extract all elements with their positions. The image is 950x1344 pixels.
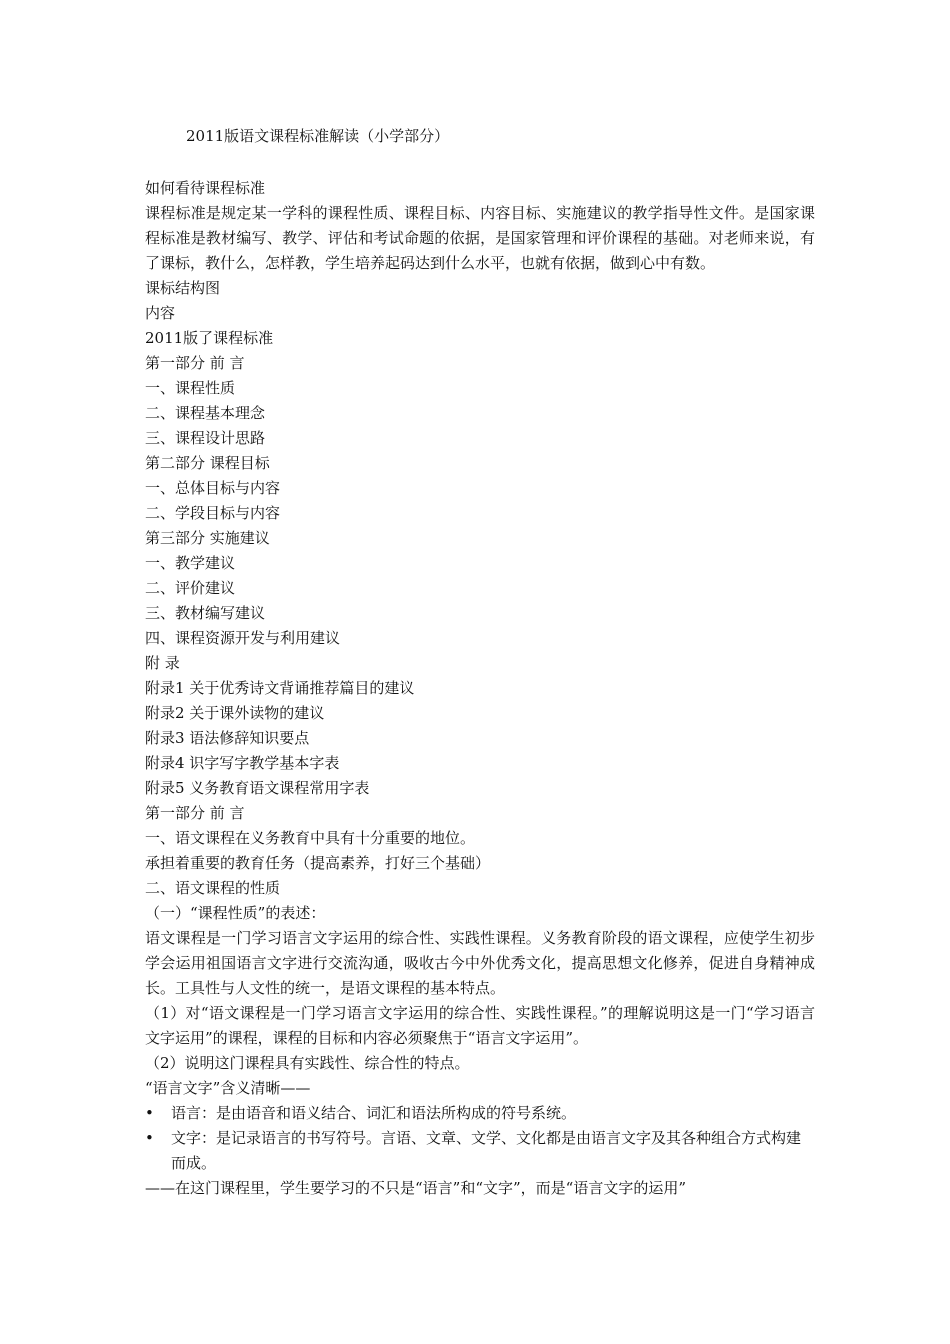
bullet-text: 语言：是由语音和语义结合、词汇和语法所构成的符号系统。 <box>171 1104 577 1122</box>
bullet-icon: • <box>145 1104 154 1122</box>
part1-point1-detail: 承担着重要的教育任务（提高素养，打好三个基础） <box>145 854 491 872</box>
part1-point2: 二、语文课程的性质 <box>145 879 281 897</box>
document-body <box>145 176 815 1201</box>
intro-paragraph: 课程标准是规定某一学科的课程性质、课程目标、内容目标、实施建议的教学指导性文件。是国家课程标准是教材编写、教学、评估和考试命题的依据，是国家管理和评价课程的基础。对老师来说，有了课标，教什么，怎样教，学生培养起码达到什么水平，也就有依据，做到心中有数。 <box>145 204 815 272</box>
bullet-icon: • <box>145 1129 154 1147</box>
toc-item: 三、教材编写建议 <box>145 604 266 622</box>
toc-item: 第三部分 实施建议 <box>145 529 270 547</box>
course-definition: 语文课程是一门学习语言文字运用的综合性、实践性课程。义务教育阶段的语文课程，应使学生初步学会运用祖国语言文字进行交流沟通，吸收古今中外优秀文化，提高思想文化修养，促进自身精神成长。工具性与人文性的统一，是语文课程的基本特点。 <box>145 929 815 997</box>
toc-item: 附录2 关于课外读物的建议 <box>145 704 325 722</box>
intro-heading: 如何看待课程标准 <box>145 179 266 197</box>
note-2: （2）说明这门课程具有实践性、综合性的特点。 <box>145 1054 470 1072</box>
table-of-contents <box>145 351 815 801</box>
toc-item: 一、课程性质 <box>145 379 236 397</box>
bullet-item-writing <box>145 1126 815 1176</box>
toc-item: 二、学段目标与内容 <box>145 504 281 522</box>
toc-item: 二、评价建议 <box>145 579 236 597</box>
part1-point1: 一、语文课程在义务教育中具有十分重要的地位。 <box>145 829 476 847</box>
toc-item: 一、教学建议 <box>145 554 236 572</box>
toc-item: 附录1 关于优秀诗文背诵推荐篇目的建议 <box>145 679 415 697</box>
conclusion-line: ——在这门课程里，学生要学习的不只是“语言”和“文字”，而是“语言文字的运用” <box>145 1179 687 1197</box>
content-label: 内容 <box>145 304 176 322</box>
bullet-text: 文字：是记录语言的书写符号。言语、文章、文学、文化都是由语言文字及其各种组合方式构建而成。 <box>171 1129 802 1172</box>
toc-item: 三、课程设计思路 <box>145 429 266 447</box>
toc-item: 附录5 义务教育语文课程常用字表 <box>145 779 370 797</box>
toc-item: 第一部分 前 言 <box>145 354 245 372</box>
structure-heading: 课标结构图 <box>145 279 221 297</box>
toc-item: 第二部分 课程目标 <box>145 454 270 472</box>
note-1: （1）对“语文课程是一门学习语言文字运用的综合性、实践性课程。”的理解说明这是一门“学习语言文字运用”的课程，课程的目标和内容必须聚焦于“语言文字运用”。 <box>145 1004 815 1047</box>
toc-item: 附录4 识字写字教学基本字表 <box>145 754 340 772</box>
toc-item: 二、课程基本理念 <box>145 404 266 422</box>
meaning-heading: “语言文字”含义清晰—— <box>145 1079 311 1097</box>
part1-sub1: （一）“课程性质”的表述： <box>145 904 326 922</box>
toc-item: 附 录 <box>145 654 180 672</box>
part1-heading: 第一部分 前 言 <box>145 804 245 822</box>
edition-label: 2011版了课程标准 <box>145 329 274 347</box>
toc-item: 四、课程资源开发与利用建议 <box>145 629 341 647</box>
toc-item: 一、总体目标与内容 <box>145 479 281 497</box>
document-title: 2011版语文课程标准解读（小学部分） <box>186 127 450 145</box>
toc-item: 附录3 语法修辞知识要点 <box>145 729 310 747</box>
bullet-item-language <box>145 1101 815 1126</box>
